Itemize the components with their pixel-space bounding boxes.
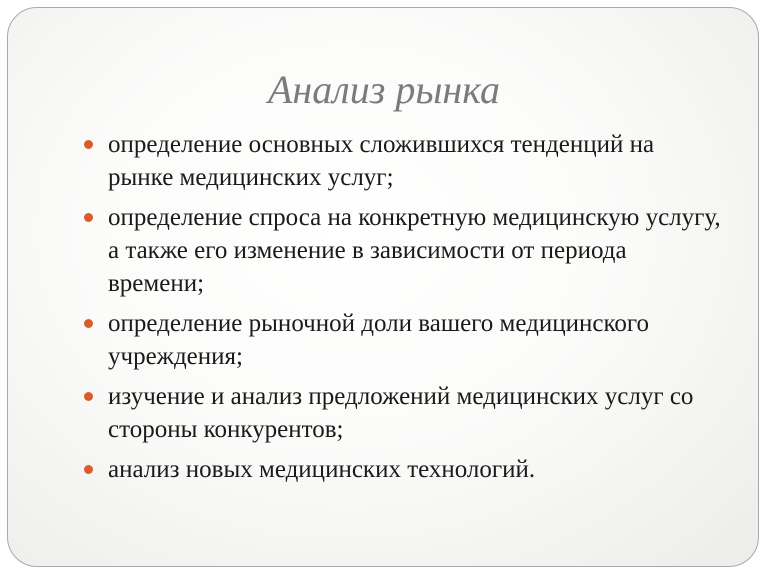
- bullet-text: определение спроса на конкретную медицинскую услугу, а также его изменение в зависимости от периода времени;: [108, 204, 721, 297]
- bullet-dot-icon: [84, 465, 93, 474]
- slide-title: Анализ рынка: [268, 67, 500, 112]
- bullet-dot-icon: [84, 213, 93, 222]
- bullet-item: [84, 128, 724, 194]
- bullet-text: определение основных сложившихся тенденций на рынке медицинских услуг;: [108, 131, 655, 191]
- bullet-dot-icon: [84, 140, 93, 149]
- bullet-dot-icon: [84, 319, 93, 328]
- bullet-item: [84, 380, 724, 446]
- bullet-item: [84, 453, 724, 486]
- bullet-text: определение рыночной доли вашего медицинского учреждения;: [108, 310, 649, 370]
- bullet-dot-icon: [84, 392, 93, 401]
- bullet-item: [84, 307, 724, 373]
- bullet-text: анализ новых медицинских технологий.: [108, 456, 536, 483]
- bullet-list: [84, 128, 724, 493]
- bullet-text: изучение и анализ предложений медицинских услуг со стороны конкурентов;: [108, 383, 694, 443]
- bullet-item: [84, 201, 724, 300]
